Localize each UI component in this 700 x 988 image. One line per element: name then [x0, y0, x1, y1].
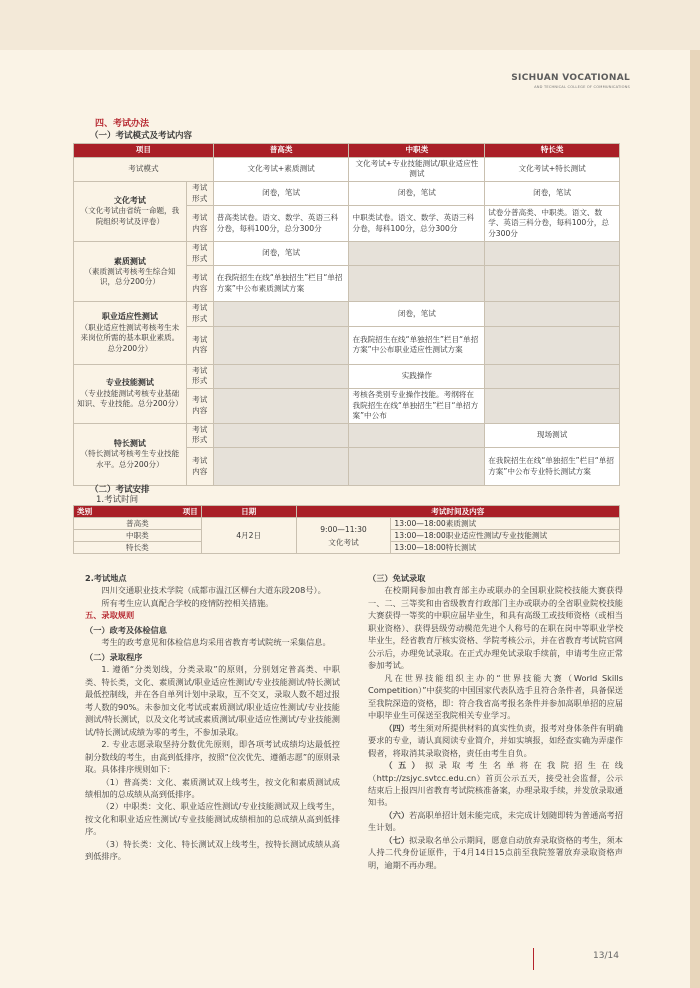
exam-location-text: 四川交通职业技术学院（成都市温江区柳台大道东段208号）。	[101, 585, 326, 596]
aptitude-title: 职业适应性测试	[101, 312, 158, 322]
afternoon-general: 13:00—18:00素质测试	[391, 518, 620, 530]
rule4-para	[368, 722, 623, 759]
rule5-label: （五）	[384, 760, 426, 771]
header-category: 类别	[77, 507, 93, 516]
left-column	[85, 570, 340, 863]
right-band	[690, 50, 700, 988]
form-label: 考试形式	[186, 364, 213, 388]
form-label: 考试形式	[186, 242, 213, 266]
exam-date: 4月2日	[201, 518, 296, 554]
aptitude-form: 闭卷，笔试	[349, 302, 485, 326]
rule2-title: （二）录取程序	[85, 651, 143, 662]
table-row	[74, 242, 620, 266]
mode-talent: 文化考试+特长测试	[485, 157, 620, 181]
table-row	[74, 302, 620, 326]
schedule-table	[73, 505, 620, 554]
culture-content-vocational: 中职类试卷。语文、数学、英语三科分卷，每科100分，总分300分	[349, 206, 485, 242]
content-label: 考试内容	[186, 388, 213, 423]
header-date: 日期	[201, 506, 296, 518]
culture-form-talent: 闭卷，笔试	[485, 181, 620, 205]
skill-form: 实践操作	[349, 364, 485, 388]
form-label: 考试形式	[186, 181, 213, 205]
exam-location-title: 2.考试地点	[85, 573, 127, 583]
talent-title: 特长测试	[113, 439, 146, 449]
blank-cell	[485, 242, 620, 266]
blank-cell	[485, 266, 620, 302]
quality-title: 素质测试	[113, 256, 146, 266]
brand-line2: AND TECHNICAL COLLEGE OF COMMUNICATIONS	[534, 85, 630, 90]
rule5-para	[368, 759, 623, 809]
exam-table	[73, 143, 620, 486]
content-label: 考试内容	[186, 206, 213, 242]
culture-title: 文化考试	[113, 196, 146, 206]
category-talent: 特长类	[74, 542, 202, 554]
skill-title: 专业技能测试	[105, 378, 154, 388]
rule5-text: 拟录取考生名单将在我院招生在线（http://zsjyc.svtcc.edu.cn）首页公示五天，接受社会监督，公示结束后上报四川省教育考试院核准备案，办理录取手续，并发放录取通知书。	[368, 760, 623, 808]
header-item: 项目	[182, 507, 198, 516]
rule7-para	[368, 834, 623, 871]
quality-form: 闭卷，笔试	[213, 242, 349, 266]
culture-content-general: 普高类试卷。语文、数学、英语三科分卷，每科100分，总分300分	[213, 206, 349, 242]
section5-title: 五、录取规则	[85, 610, 135, 621]
culture-content-talent: 试卷分普高类、中职类。语文、数学、英语三科分卷，每科100分，总分300分	[485, 206, 620, 242]
culture-form-general: 闭卷，笔试	[213, 181, 349, 205]
mode-label: 考试模式	[74, 157, 214, 181]
afternoon-vocational: 13:00—18:00职业适应性测试/专业技能测试	[391, 530, 620, 542]
blank-cell	[213, 423, 349, 447]
header-project: 项目	[74, 144, 214, 158]
rule4-text: 考生须对所提供材料的真实性负责，报考对身体条件有明确要求的专业，请认真阅读专业简介，并如实填报，如经查实确为弄虚作假者，将取消其录取资格，责任由考生自负。	[368, 722, 623, 758]
header-talent: 特长类	[485, 144, 620, 158]
header-vocational: 中职类	[349, 144, 485, 158]
exam-time-label: 1.考试时间	[96, 495, 139, 505]
culture-time-cell	[296, 518, 391, 554]
quality-cell	[74, 242, 187, 302]
blank-cell	[213, 388, 349, 423]
rule2-para4: （2）中职类：文化、职业适应性测试/专业技能测试双上线考生，按文化和职业适应性测试/专业技能测试成绩相加的总成绩从高到低排序。	[85, 801, 340, 837]
rule6-label: （六）	[384, 809, 410, 820]
skill-cell	[74, 364, 187, 423]
rule6-text: 若高职单招计划未能完成，未完成计划随即转为普通高考招生计划。	[368, 809, 623, 833]
rule2-para5: （3）特长类：文化、特长测试双上线考生，按特长测试成绩从高到低排序。	[85, 838, 340, 862]
blank-cell	[213, 326, 349, 364]
blank-cell	[485, 364, 620, 388]
rule1-title: （一）政考及体检信息	[85, 624, 167, 635]
skill-content: 考核各类别专业操作技能。考纲将在我院招生在线“单独招生”栏目“单招方案”中公布	[349, 388, 485, 423]
aptitude-desc: （职业适应性测试考核考生未来岗位所需的基本职业素质。总分200分）	[80, 322, 180, 353]
content-label: 考试内容	[186, 448, 213, 486]
college-brand	[511, 72, 630, 90]
category-general: 普高类	[74, 518, 202, 530]
quality-desc: （素质测试考核考生综合知识，总分200分）	[84, 266, 176, 287]
skill-desc: （专业技能测试考核专业基础知识、专业技能。总分200分）	[77, 388, 183, 409]
rule7-label: （七）	[384, 834, 410, 845]
schedule-subtitle: （二）考试安排	[90, 485, 150, 495]
talent-cell	[74, 423, 187, 485]
blank-cell	[485, 302, 620, 326]
rule2-para2: 2. 专业志愿录取坚持分数优先原则，即各项考试成绩均达最低控制分数线的考生，由高到低排序，按照“位次优先、遵循志愿”的原则录取。具体排序规则如下：	[85, 739, 340, 775]
rule2-para1: 1. 遵循“分类划线，分类录取”的原则，分别划定普高类、中职类、特长类，文化、素质测试/职业适应性测试/专业技能测试/特长测试最低控制线，并在各自单列计划中录取，互不交叉，录取人数不超过报考人数的90%。未参加文化考试或素质测试/职业适应性测试/专业技能测试/特长测试，以及文化考试或素质测试/职业适应性测试/专业技能测试/特长测试成绩为零的考生，不参加录取。	[85, 664, 340, 737]
rule3-para2: 凡在世界技能组织主办的“世界技能大赛（World Skills Competition）”中获奖的中国国家代表队选手且符合条件者，具备保送至我院深造的资格，即：符合我省高考报名条件并参加高职单招的应届中职毕业生可保送至我院相关专业学习。	[368, 672, 623, 721]
exam-mode-subtitle: （一）考试模式及考试内容	[90, 131, 193, 141]
blank-cell	[485, 326, 620, 364]
header-content: 考试时间及内容	[296, 506, 619, 518]
rule3-title: （三）免试录取	[368, 573, 426, 583]
rule4-label: （四）	[384, 722, 410, 733]
culture-cell	[74, 181, 187, 241]
blank-cell	[349, 266, 485, 302]
table-row	[74, 181, 620, 205]
culture-desc: （文化考试由省统一命题，我院组织考试及评卷）	[80, 206, 180, 227]
afternoon-talent: 13:00—18:00特长测试	[391, 542, 620, 554]
page-number: 13/14	[593, 951, 619, 961]
talent-desc: （特长测试考核考生专业技能水平。总分200分）	[80, 449, 180, 469]
aptitude-content: 在我院招生在线“单独招生”栏目“单招方案”中公布职业适应性测试方案	[349, 326, 485, 364]
header-category-item	[74, 506, 202, 518]
exam-location-note: 所有考生应认真配合学校的疫情防控相关措施。	[101, 597, 274, 608]
header-general: 普高类	[213, 144, 349, 158]
right-column	[368, 570, 623, 871]
blank-cell	[213, 302, 349, 326]
rule2-para3: （1）普高类：文化、素质测试双上线考生，按文化和素质测试成绩相加的总成绩从高到低排序。	[85, 776, 340, 799]
top-band	[0, 0, 700, 50]
table-row	[74, 423, 620, 447]
talent-content: 在我院招生在线“单独招生”栏目“单招方案”中公布专业特长测试方案	[485, 448, 620, 486]
content-label: 考试内容	[186, 326, 213, 364]
blank-cell	[349, 423, 485, 447]
category-vocational: 中职类	[74, 530, 202, 542]
aptitude-cell	[74, 302, 187, 364]
brand-line1: SICHUAN VOCATIONAL	[511, 73, 630, 83]
culture-time: 9:00—11:30	[320, 524, 367, 534]
talent-form: 现场测试	[485, 423, 620, 447]
table-header-row	[74, 506, 620, 518]
culture-form-vocational: 闭卷，笔试	[349, 181, 485, 205]
blank-cell	[213, 448, 349, 486]
blank-cell	[349, 448, 485, 486]
section4-title: 四、考试办法	[95, 119, 150, 129]
table-row	[74, 157, 620, 181]
rule3-para1: 在校期间参加由教育部主办或联办的全国职业院校技能大赛获得一、二、三等奖和由省级教育行政部门主办或联办的全省职业院校技能大赛获得一等奖的中职应届毕业生，和具有高级工或技师资格（或相当职业资格）、获得县级劳动模范先进个人称号的在职在岗中等职业学校毕业生，经省教育厅核实资格、学院考核公示，并在省教育考试院官网公示后，办理免试录取。在正式办理免试录取手续前，申请考生应正常参加考试。	[368, 585, 623, 671]
form-label: 考试形式	[186, 302, 213, 326]
blank-cell	[349, 242, 485, 266]
form-label: 考试形式	[186, 423, 213, 447]
mode-general: 文化考试+素质测试	[213, 157, 349, 181]
content-label: 考试内容	[186, 266, 213, 302]
blank-cell	[485, 388, 620, 423]
table-header-row	[74, 144, 620, 158]
page-number-divider	[533, 948, 534, 970]
blank-cell	[213, 364, 349, 388]
rule7-text: 拟录取名单公示期间，愿意自动放弃录取资格的考生，须本人持二代身份证原件，于4月14日15点前至我院签署放弃录取资格声明，逾期不再办理。	[368, 834, 623, 870]
quality-content: 在我院招生在线“单独招生”栏目“单招方案”中公布素质测试方案	[213, 266, 349, 302]
mode-vocational: 文化考试+专业技能测试/职业适应性测试	[349, 157, 485, 181]
culture-time-label: 文化考试	[328, 537, 359, 547]
table-row	[74, 518, 620, 530]
rule6-para	[368, 809, 623, 834]
table-row	[74, 364, 620, 388]
rule1-text: 考生的政考意见和体检信息均采用省教育考试院统一采集信息。	[101, 637, 331, 648]
